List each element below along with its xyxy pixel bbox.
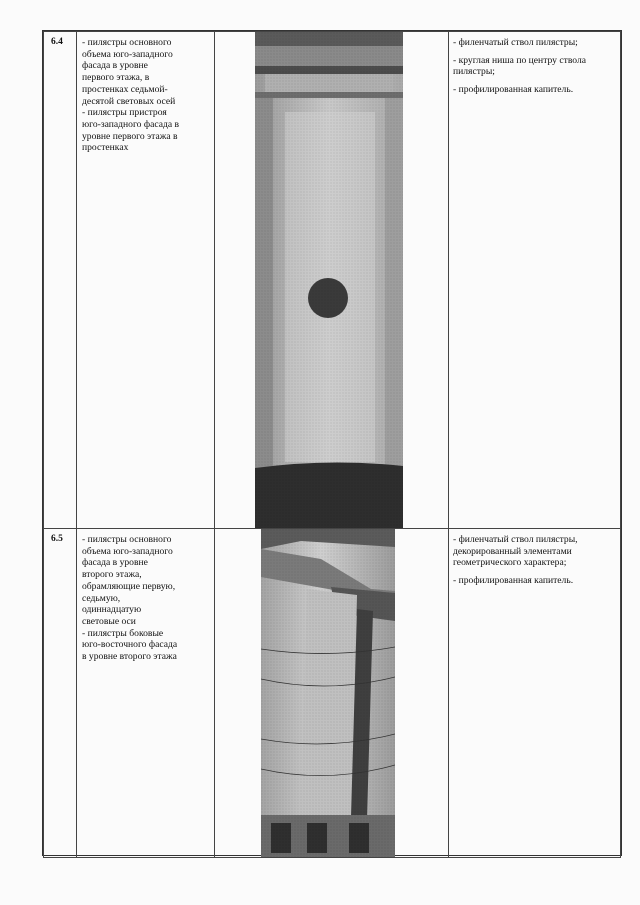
table-row	[44, 529, 621, 858]
feature-item: - профилированная капитель.	[453, 574, 574, 586]
register-table-frame	[42, 30, 622, 856]
pilaster-photo	[261, 529, 395, 857]
description-line: фасада в уровне	[82, 557, 148, 569]
pilaster-photo	[255, 32, 403, 528]
features-cell	[449, 529, 621, 858]
description-line: первого этажа, в	[82, 72, 150, 84]
description-line: юго-восточного фасада	[82, 639, 178, 651]
row-number: 6.5	[51, 534, 63, 544]
features-list	[449, 529, 620, 586]
description-line: простенках седьмой-	[82, 83, 168, 95]
description-line: одиннадцатую	[82, 604, 142, 616]
location-description-cell	[77, 32, 215, 529]
location-description-cell	[77, 529, 215, 858]
feature-item: - филенчатый ствол пилястры;	[453, 37, 578, 48]
description-line: световые оси	[82, 615, 136, 627]
row-number-cell	[44, 32, 77, 529]
feature-item: - круглая ниша по центру ствола пилястры;	[453, 54, 587, 77]
photo-cell	[215, 32, 449, 529]
features-list	[449, 32, 620, 95]
description-line: десятой световых осей	[82, 95, 176, 107]
register-table	[43, 31, 621, 858]
description-line: фасада в уровне	[82, 60, 148, 72]
description-line: обрамляющие первую,	[82, 580, 176, 592]
features-cell	[449, 32, 621, 529]
description-line: - пилястры основного	[82, 37, 172, 48]
photo-cell	[215, 529, 449, 858]
row-number-cell	[44, 529, 77, 858]
description-line: в уровне второго этажа	[82, 651, 177, 663]
location-description	[77, 529, 214, 663]
description-line: второго этажа,	[82, 569, 142, 581]
description-line: объема юго-западного	[82, 48, 173, 60]
description-line: седьмую,	[82, 592, 121, 604]
description-line: - пилястры основного	[82, 534, 172, 545]
row-number: 6.4	[51, 37, 63, 47]
feature-item: - филенчатый ствол пилястры, декорированный элементами геометрического характера;	[453, 534, 578, 568]
table-row	[44, 32, 621, 529]
description-line: - пилястры пристроя	[82, 107, 167, 119]
description-line: юго-западного фасада в	[82, 118, 180, 130]
description-line: объема юго-западного	[82, 545, 173, 557]
feature-item: - профилированная капитель.	[453, 83, 574, 95]
description-line: - пилястры боковые	[82, 627, 164, 639]
description-line: простенках	[82, 142, 129, 154]
description-line: уровне первого этажа в	[82, 130, 178, 142]
location-description	[77, 32, 214, 154]
